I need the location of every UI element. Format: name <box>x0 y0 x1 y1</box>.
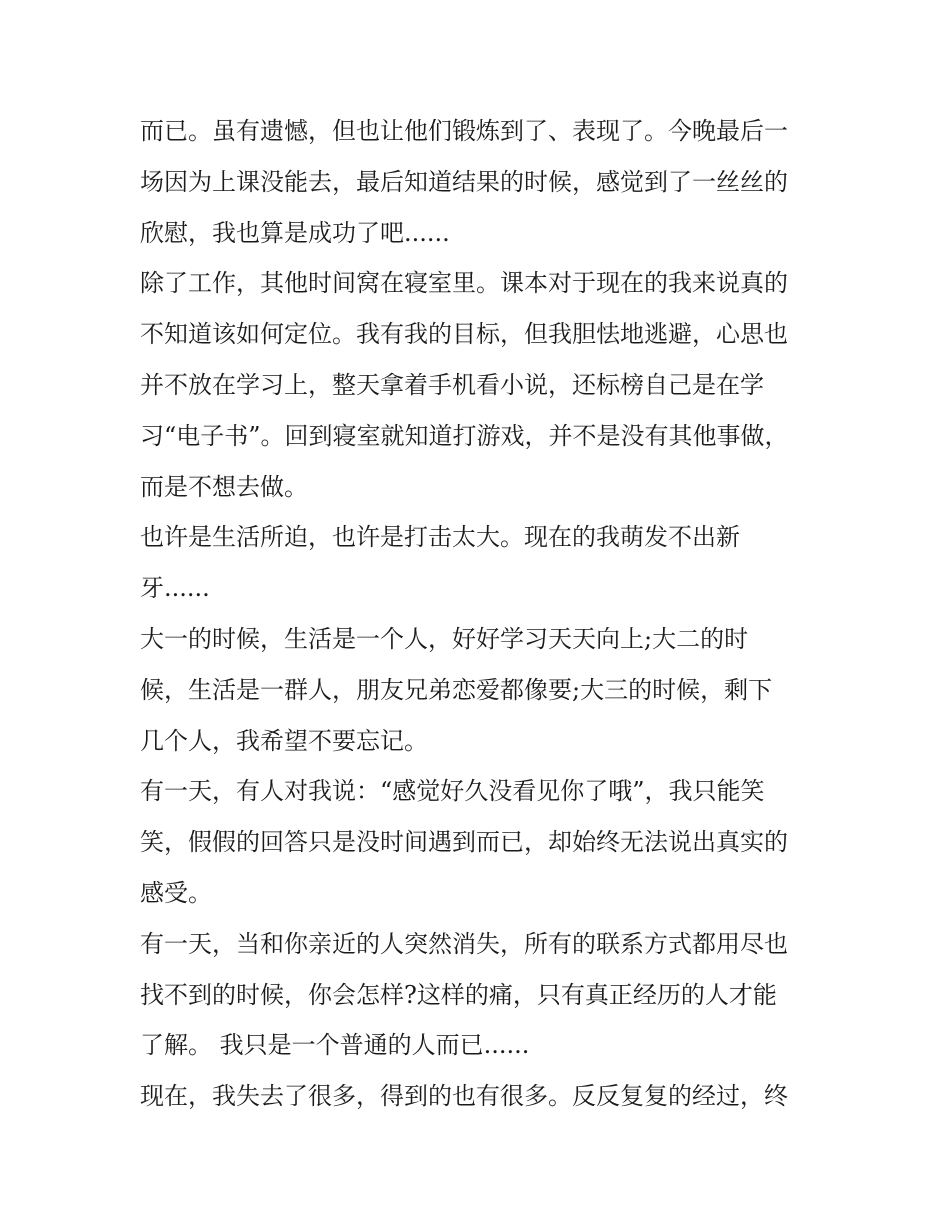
text-line: 几个人，我希望不要忘记。 <box>140 726 428 755</box>
text-line: 不知道该如何定位。我有我的目标，但我胆怯地逃避，心思也 <box>140 320 788 349</box>
text-line: 场因为上课没能去，最后知道结果的时候，感觉到了一丝丝的 <box>140 167 788 196</box>
text-line: 有一天，有人对我说：“感觉好久没看见你了哦”，我只能笑 <box>140 777 765 806</box>
text-line: 也许是生活所迫，也许是打击太大。现在的我萌发不出新 <box>140 523 740 552</box>
text-line: 大一的时候，生活是一个人，好好学习天天向上;大二的时 <box>140 624 749 653</box>
text-line: 牙...... <box>140 574 210 603</box>
text-line: 现在，我失去了很多，得到的也有很多。反反复复的经过，终 <box>140 1082 788 1111</box>
text-line: 欣慰，我也算是成功了吧...... <box>140 218 450 247</box>
text-line: 感受。 <box>140 878 212 907</box>
text-line: 笑，假假的回答只是没时间遇到而已，却始终无法说出真实的 <box>140 828 788 857</box>
text-line: 而已。虽有遗憾，但也让他们锻炼到了、表现了。今晚最后一 <box>140 117 788 145</box>
text-line: 找不到的时候，你会怎样?这样的痛，只有真正经历的人才能 <box>140 980 777 1009</box>
document-body <box>140 106 820 1122</box>
text-line: 除了工作，其他时间窝在寝室里。课本对于现在的我来说真的 <box>140 269 788 298</box>
text-line: 习“电子书”。回到寝室就知道打游戏，并不是没有其他事做， <box>140 421 789 450</box>
text-line: 了解。 我只是一个普通的人而已...... <box>140 1031 530 1060</box>
text-line: 有一天，当和你亲近的人突然消失，所有的联系方式都用尽也 <box>140 929 788 958</box>
text-line: 候，生活是一群人，朋友兄弟恋爱都像要;大三的时候，剩下 <box>140 675 773 704</box>
text-line: 而是不想去做。 <box>140 472 308 501</box>
text-line: 并不放在学习上，整天拿着手机看小说，还标榜自己是在学 <box>140 370 764 399</box>
